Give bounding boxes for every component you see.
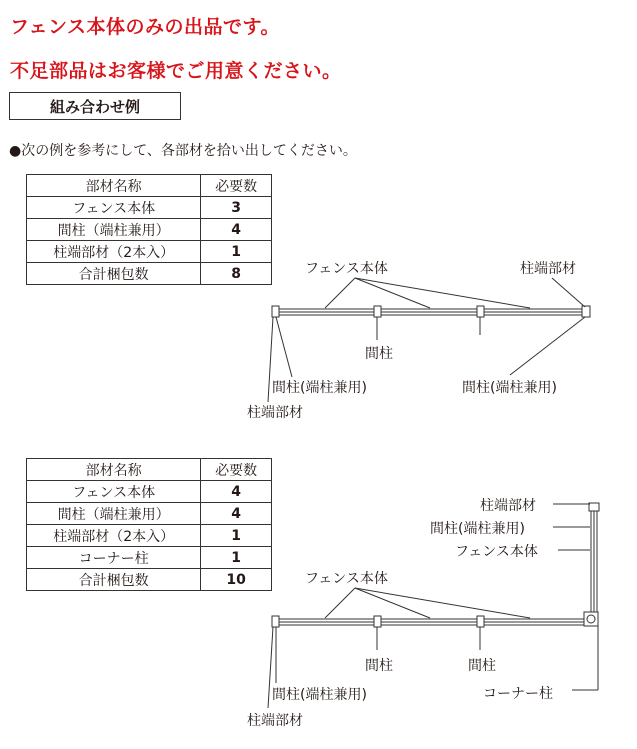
label-middle-post-end: 間柱(端柱兼用) — [462, 380, 557, 396]
header-quantity: 必要数 — [201, 459, 272, 481]
instruction-text: ●次の例を参考にして、各部材を拾い出してください。 — [9, 143, 357, 159]
part-name: フェンス本体 — [27, 197, 201, 219]
corner-post-marker — [584, 612, 598, 626]
leader-line — [355, 588, 530, 618]
leader-line — [325, 278, 355, 308]
label-middle-post: 間柱 — [468, 658, 496, 674]
part-name: 合計梱包数 — [27, 263, 201, 285]
part-qty: 1 — [201, 241, 272, 263]
post-marker — [272, 616, 279, 627]
part-qty: 1 — [201, 525, 272, 547]
label-middle-post-end: 間柱(端柱兼用) — [272, 380, 367, 396]
leader-line — [510, 317, 585, 375]
leader-line — [355, 278, 530, 308]
label-middle-post: 間柱 — [365, 658, 393, 674]
leader-line — [552, 278, 585, 307]
post-marker — [582, 306, 590, 317]
label-fence-body: フェンス本体 — [305, 261, 388, 277]
label-corner-post: コーナー柱 — [483, 686, 553, 702]
label-fence-body: フェンス本体 — [455, 544, 538, 560]
part-name: 合計梱包数 — [27, 569, 201, 591]
part-name: 柱端部材（2本入） — [27, 241, 201, 263]
label-post-end-part: 柱端部材 — [247, 405, 303, 421]
part-qty: 4 — [201, 481, 272, 503]
header-part-name: 部材名称 — [27, 175, 201, 197]
post-marker — [477, 306, 484, 317]
post-marker — [272, 306, 279, 317]
part-name: コーナー柱 — [27, 547, 201, 569]
notice-line-1: フェンス本体のみの出品です。 — [10, 16, 280, 38]
part-qty: 3 — [201, 197, 272, 219]
post-marker — [589, 503, 599, 511]
label-fence-body: フェンス本体 — [305, 571, 388, 587]
label-post-end-part: 柱端部材 — [520, 261, 576, 277]
leader-line — [276, 317, 292, 377]
label-middle-post: 間柱 — [365, 346, 393, 362]
part-qty: 4 — [201, 503, 272, 525]
label-post-end-part: 柱端部材 — [480, 498, 536, 514]
notice-line-2: 不足部品はお客様でご用意ください。 — [10, 60, 342, 82]
part-name: 柱端部材（2本入） — [27, 525, 201, 547]
leader-line — [325, 588, 355, 618]
leader-line — [355, 588, 430, 618]
header-part-name: 部材名称 — [27, 459, 201, 481]
part-name: 間柱（端柱兼用） — [27, 219, 201, 241]
section-label: 組み合わせ例 — [9, 92, 181, 120]
post-marker — [374, 306, 381, 317]
leader-line — [355, 278, 430, 308]
part-name: フェンス本体 — [27, 481, 201, 503]
post-marker — [477, 616, 484, 627]
label-post-end-part: 柱端部材 — [247, 713, 303, 729]
part-qty: 4 — [201, 219, 272, 241]
part-qty: 10 — [201, 569, 272, 591]
header-quantity: 必要数 — [201, 175, 272, 197]
label-middle-post-end: 間柱(端柱兼用) — [430, 521, 525, 537]
label-middle-post-end: 間柱(端柱兼用) — [272, 687, 367, 703]
part-name: 間柱（端柱兼用） — [27, 503, 201, 525]
post-marker — [374, 616, 381, 627]
part-qty: 8 — [201, 263, 272, 285]
part-qty: 1 — [201, 547, 272, 569]
